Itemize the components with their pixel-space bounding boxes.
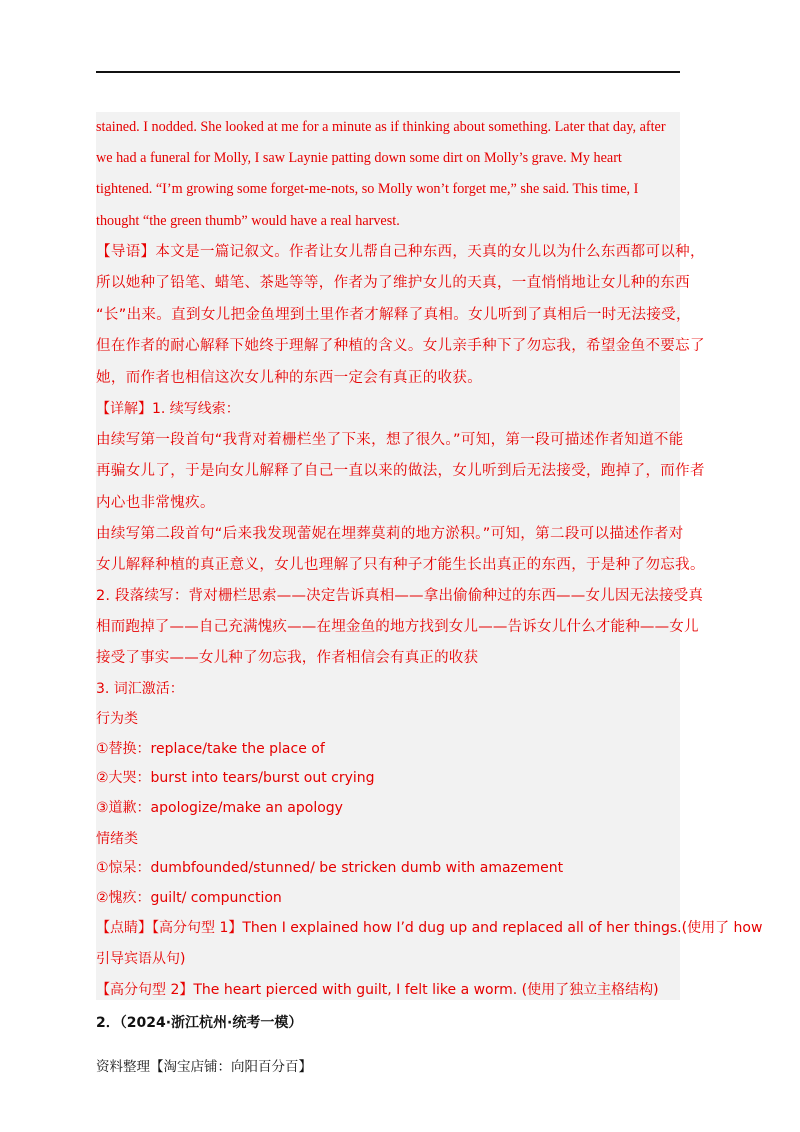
highlight-sentence-line: 引导宾语从句) — [96, 951, 186, 967]
vocab-item: ②大哭：burst into tears/burst out crying — [96, 770, 375, 786]
guide-line: “长”出来。直到女儿把金鱼埋到土里作者才解释了真相。女儿听到了真相后一时无法接受， — [96, 307, 691, 323]
detail-line: 内心也非常愧疚。 — [96, 495, 215, 511]
detail-line: 女儿解释种植的真正意义，女儿也理解了只有种子才能生长出真正的东西，于是种了勿忘我。 — [96, 557, 705, 573]
detail-line: 再骗女儿了，于是向女儿解释了自己一直以来的做法，女儿听到后无法接受，跑掉了，而作者 — [96, 463, 705, 479]
vocab-item: ②愧疚：guilt/ compunction — [96, 890, 282, 906]
passage-line: tightened. “I’m growing some forget-me-nots, so Molly won’t forget me,” she said. This time, I — [96, 181, 639, 197]
next-question-header: 2．（2024·浙江杭州·统考一模） — [96, 1015, 303, 1031]
guide-line: 但在作者的耐心解释下她终于理解了种植的含义。女儿亲手种下了勿忘我，希望金鱼不要忘了 — [96, 338, 705, 354]
header-rule — [96, 71, 680, 73]
guide-line: 她，而作者也相信这次女儿种的东西一定会有真正的收获。 — [96, 370, 483, 386]
vocab-category: 情绪类 — [96, 831, 138, 847]
detail-line: 接受了事实——女儿种了勿忘我，作者相信会有真正的收获 — [96, 650, 479, 666]
highlight-sentence-line: 【高分句型 2】The heart pierced with guilt, I felt like a worm. (使用了独立主格结构) — [96, 982, 659, 998]
passage-line: we had a funeral for Molly, I saw Laynie patting down some dirt on Molly’s grave. My heart — [96, 150, 622, 166]
detail-line: 由续写第一段首句“我背对着栅栏坐了下来，想了很久。”可知，第一段可描述作者知道不能 — [96, 432, 684, 448]
passage-line: thought “the green thumb” would have a real harvest. — [96, 213, 400, 229]
detail-heading: 【详解】1. 续写线索： — [96, 401, 240, 417]
guide-line: 【导语】本文是一篇记叙文。作者让女儿帮自己种东西，天真的女儿以为什么东西都可以种， — [96, 244, 705, 260]
detail-line: 相而跑掉了——自己充满愧疚——在埋金鱼的地方找到女儿——告诉女儿什么才能种——女儿 — [96, 619, 699, 635]
vocab-item: ③道歉：apologize/make an apology — [96, 800, 343, 816]
vocab-item: ①惊呆：dumbfounded/stunned/ be stricken dumb with amazement — [96, 860, 564, 876]
page-footer: 资料整理【淘宝店铺：向阳百分百】 — [96, 1059, 312, 1075]
vocab-heading: 3. 词汇激活： — [96, 681, 184, 697]
detail-line: 2. 段落续写：背对栅栏思索——决定告诉真相——拿出偷偷种过的东西——女儿因无法接受真 — [96, 588, 704, 604]
passage-line: stained. I nodded. She looked at me for a minute as if thinking about something. Later that day, after — [96, 119, 666, 135]
highlight-sentence-line: 【点睛】【高分句型 1】Then I explained how I’d dug up and replaced all of her things.(使用了 how — [96, 920, 763, 936]
detail-line: 由续写第二段首句“后来我发现蕾妮在埋葬莫莉的地方淤积。”可知，第二段可以描述作者对 — [96, 526, 684, 542]
guide-line: 所以她种了铅笔、蜡笔、茶匙等等，作者为了维护女儿的天真，一直悄悄地让女儿种的东西 — [96, 275, 690, 291]
vocab-category: 行为类 — [96, 711, 138, 727]
vocab-item: ①替换：replace/take the place of — [96, 741, 325, 757]
